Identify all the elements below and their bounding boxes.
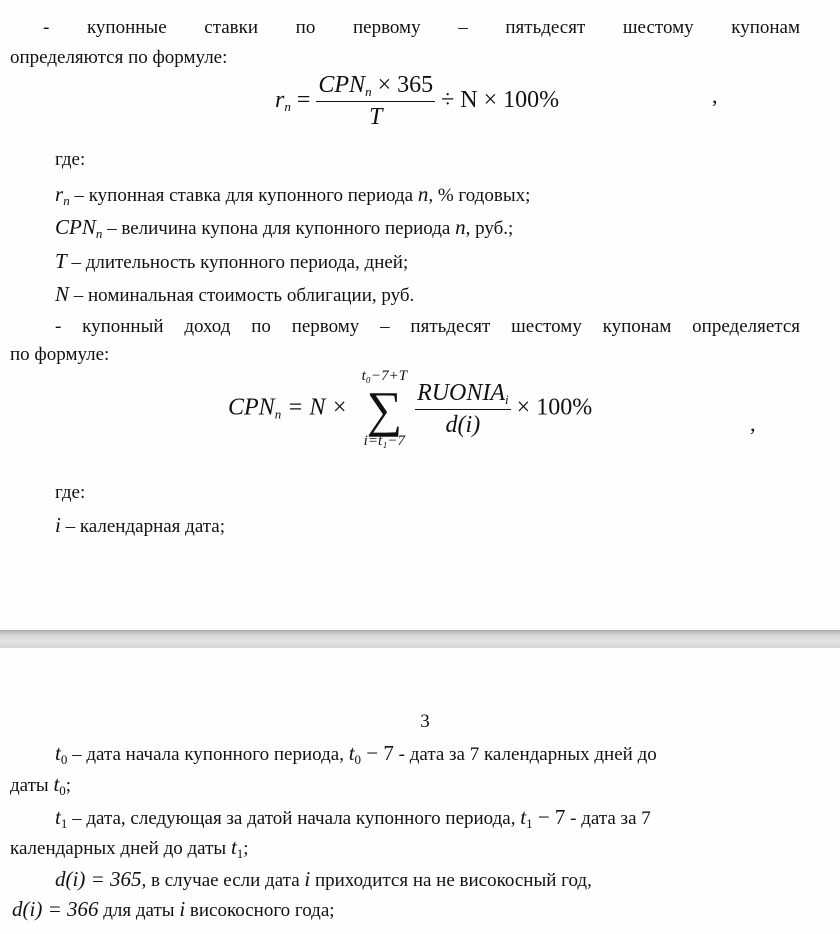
definition-t1-cont: [10, 835, 249, 861]
symbol: CPN: [55, 215, 96, 239]
definition-text: – дата, следующая за датой начала купонного периода,: [67, 808, 521, 829]
symbol: t: [520, 805, 527, 829]
operator: − 7: [361, 741, 394, 765]
paragraph-coupon-income-cont: по формуле:: [10, 344, 110, 365]
variable: n: [455, 215, 466, 239]
definition-d-leap: [12, 897, 335, 923]
variable: i: [304, 867, 311, 891]
variable: i: [179, 897, 186, 921]
denominator: d(i): [445, 411, 481, 438]
paragraph-coupon-income: - купонный доход по первому – пятьдесят шестому купонам определяется: [55, 316, 800, 337]
definition-text: даты: [10, 775, 54, 796]
sum-operator: [362, 368, 407, 450]
definition-t1: [55, 805, 651, 831]
symbol-sub: n: [95, 226, 103, 241]
symbol-sub: 1: [60, 816, 68, 831]
formula-lhs: CPN: [228, 394, 275, 421]
formula-lhs-sub: n: [284, 99, 291, 115]
paragraph-coupon-rates-cont: определяются по формуле:: [10, 47, 228, 68]
definition-text: календарных дней до даты: [10, 838, 231, 859]
paragraph-coupon-rates: - купонные ставки по первому – пятьдесят шестому купонам: [43, 17, 800, 38]
definition-tail: ;: [243, 838, 249, 859]
symbol-sub: 0: [354, 752, 362, 767]
symbol: N: [55, 282, 70, 306]
definition-tail: , руб.;: [465, 218, 514, 239]
symbol: i: [55, 513, 61, 537]
definition-r: [55, 182, 530, 208]
definition-text: – купонная ставка для купонного периода: [69, 185, 418, 206]
where-label: где:: [55, 482, 86, 503]
operator: − 7: [532, 805, 566, 829]
formula-comma: ,: [712, 83, 718, 108]
definition-tail: - дата за 7: [565, 808, 651, 829]
where-label: где:: [55, 149, 86, 170]
sigma-icon: ∑: [366, 381, 403, 437]
symbol: t: [230, 835, 237, 859]
formula-rest: × 100%: [510, 394, 593, 421]
symbol-sub: 1: [526, 816, 533, 831]
sum-upper-limit: t₀−7+T: [361, 368, 408, 384]
definition-tail: , % годовых;: [428, 185, 531, 206]
symbol: t: [53, 772, 60, 796]
definition-tail: високосного года;: [185, 900, 335, 921]
formula-coupon-income: [228, 368, 592, 450]
symbol-sub: 0: [60, 752, 68, 767]
sum-lower-limit: i=t₁−7: [363, 433, 405, 449]
fraction: [316, 72, 435, 131]
formula-lhs: r: [275, 87, 285, 114]
definition-n: [55, 282, 414, 308]
numerator-rest: × 365: [371, 72, 434, 98]
definition-t: [55, 249, 408, 275]
numerator: RUONIA: [417, 379, 506, 406]
symbol-sub: n: [63, 193, 70, 208]
formula-coupon-rate: $r_n$ = $\frac{CPN_n \times 365}{T}$ ÷ N × 100%: [275, 72, 560, 130]
symbol-sub: 1: [236, 846, 244, 861]
definition-text: для даты: [98, 900, 180, 921]
numerator-sub: n: [365, 84, 372, 99]
formula-lhs-sub: n: [274, 406, 282, 422]
definition-tail: приходится на не високосный год,: [310, 870, 592, 891]
variable: n: [417, 182, 429, 206]
formula-rest: ÷ N × 100%: [435, 87, 560, 114]
numerator: CPN: [318, 72, 366, 98]
symbol: t: [55, 741, 61, 765]
definition-t0-cont: [10, 772, 71, 798]
symbol-sub: 0: [59, 783, 66, 798]
symbol: r: [55, 182, 64, 206]
numerator-sub: i: [505, 391, 509, 407]
definition-i: [55, 513, 225, 539]
definition-text: – номинальная стоимость облигации, руб.: [69, 285, 415, 306]
page-number: 3: [420, 711, 430, 732]
definition-text: , в случае если дата: [141, 870, 305, 891]
denominator: T: [369, 104, 383, 130]
definition-text: – календарная дата;: [60, 516, 226, 537]
definition-text: – длительность купонного периода, дней;: [66, 252, 409, 273]
definition-text: – величина купона для купонного периода: [102, 218, 456, 239]
symbol: T: [55, 249, 67, 273]
definition-tail: - дата за 7 календарных дней до: [393, 744, 657, 765]
definition-text: – дата начала купонного периода,: [67, 744, 349, 765]
symbol: d(i) = 365: [55, 867, 142, 891]
definition-t0: [55, 741, 657, 767]
definition-cpn: [55, 215, 513, 241]
definition-d-nonleap: [55, 867, 592, 893]
symbol: t: [55, 805, 61, 829]
fraction: [415, 380, 511, 439]
symbol: t: [348, 741, 355, 765]
formula-comma: ,: [750, 411, 756, 436]
formula-eq: = N ×: [281, 394, 354, 421]
symbol: d(i) = 366: [12, 897, 99, 921]
definition-tail: ;: [65, 775, 72, 796]
page-separator: [0, 630, 840, 648]
